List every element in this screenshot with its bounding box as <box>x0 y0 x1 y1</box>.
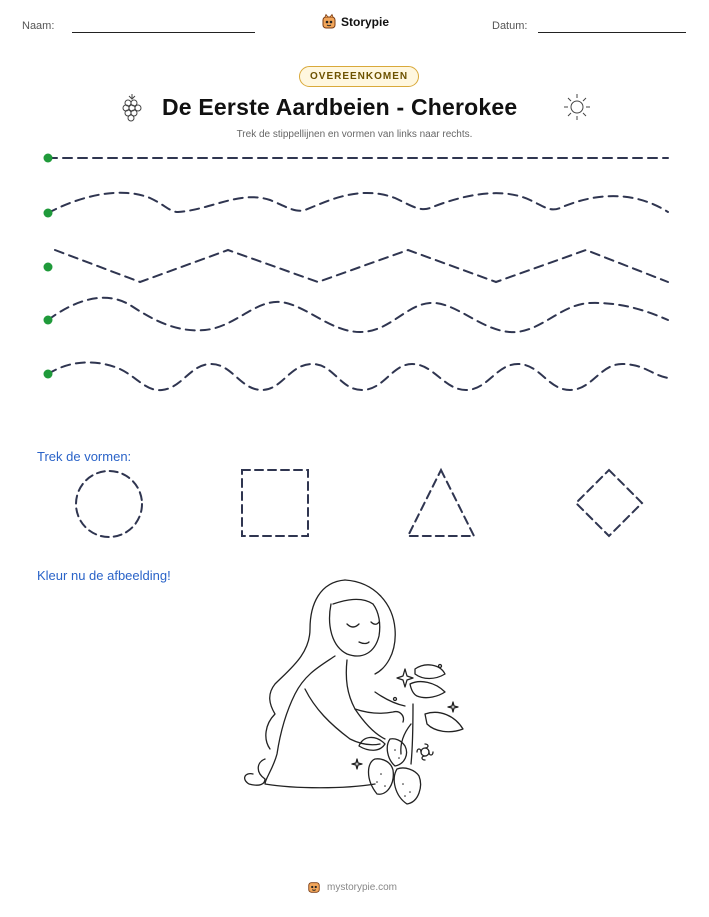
start-dot <box>44 209 53 218</box>
brand-name: Storypie <box>341 15 390 29</box>
instructions: Trek de stippellijnen en vormen van links naar rechts. <box>236 129 473 140</box>
footer-url[interactable]: mystorypie.com <box>327 881 398 893</box>
tracing-triangle <box>408 470 474 536</box>
start-dot <box>44 263 53 272</box>
footer <box>307 880 397 894</box>
tracing-square <box>242 470 308 536</box>
tracing-line-gentle-wave <box>48 193 668 213</box>
girl-with-strawberries-illustration <box>235 574 475 814</box>
start-dot <box>44 370 53 379</box>
tracing-lines-area <box>0 0 709 420</box>
start-dot <box>44 316 53 325</box>
tracing-circle <box>76 471 142 537</box>
tracing-line-deep-wave <box>48 362 668 390</box>
name-label: Naam: <box>22 20 55 32</box>
coloring-section-label: Kleur nu de afbeelding! <box>37 568 171 583</box>
storypie-mascot-icon <box>307 880 321 894</box>
tracing-diamond <box>576 470 642 536</box>
tracing-line-wave <box>48 298 668 332</box>
category-badge: OVEREENKOMEN <box>299 66 419 87</box>
tracing-line-zigzag <box>55 250 668 282</box>
start-dot <box>44 154 53 163</box>
date-label: Datum: <box>492 20 528 32</box>
shapes-section-label: Trek de vormen: <box>37 449 132 464</box>
shapes-area <box>0 460 709 550</box>
page-title: De Eerste Aardbeien - Cherokee <box>162 94 518 120</box>
